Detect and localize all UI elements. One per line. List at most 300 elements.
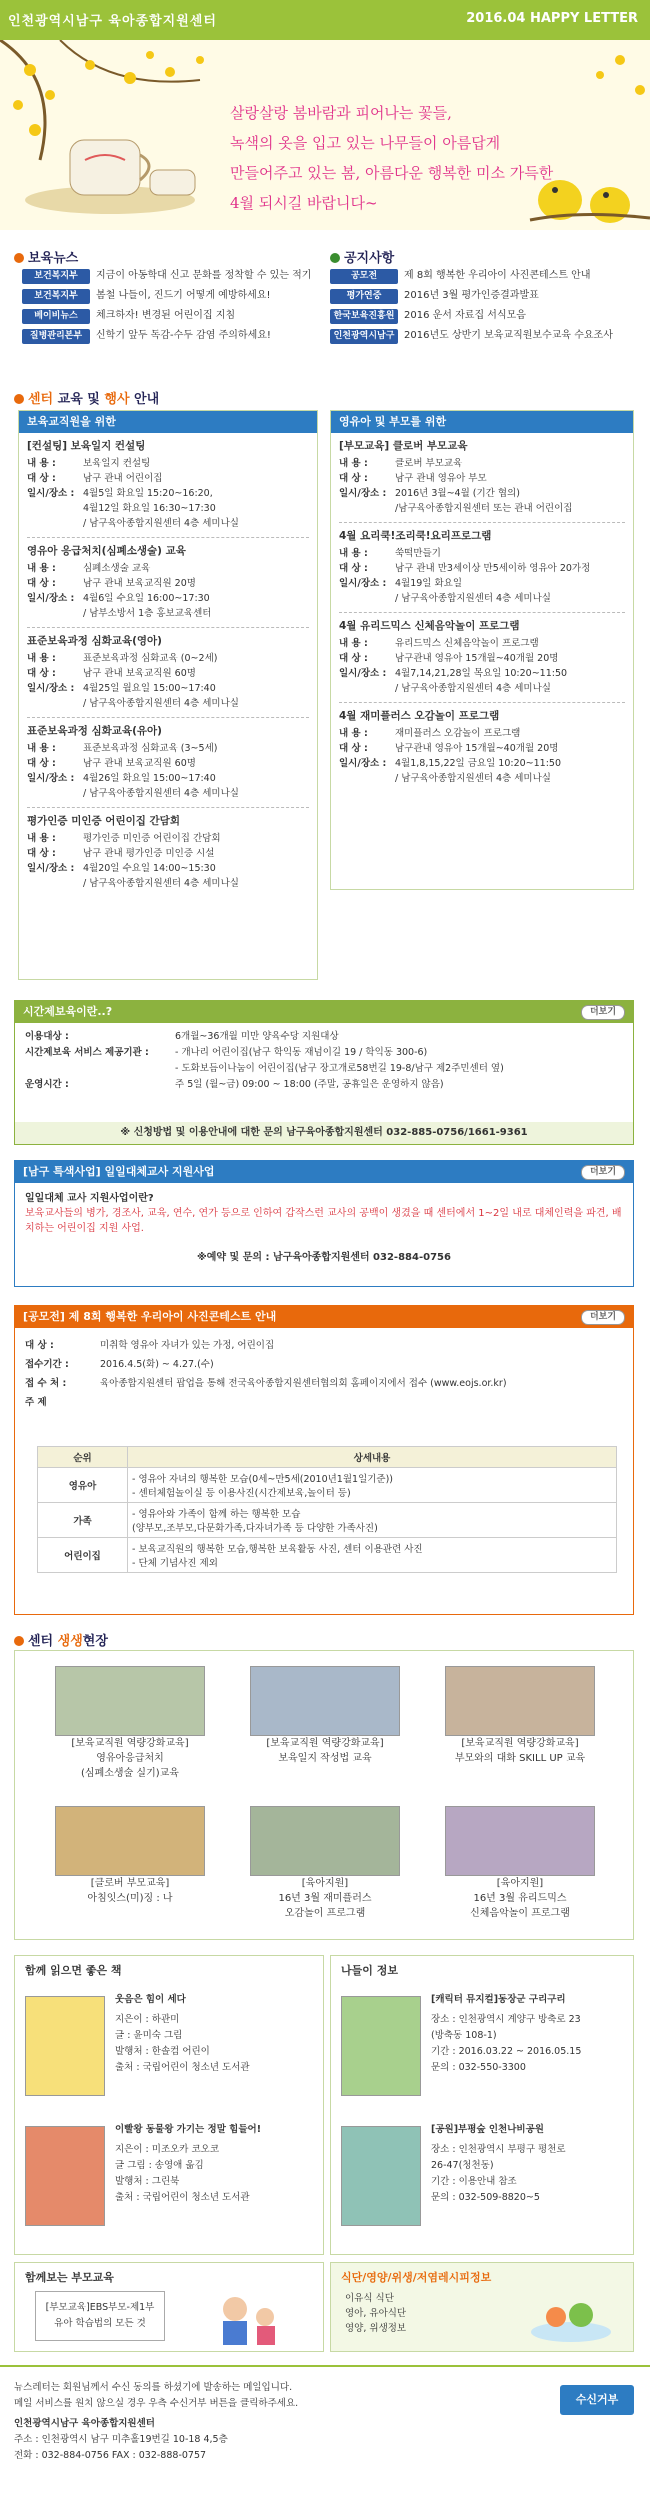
book-meta: 지은이 : 하관미 [115, 2014, 180, 2025]
notice-row[interactable] [330, 266, 645, 286]
program-item [339, 529, 625, 606]
gallery-caption: (심폐소생술 실기)교육 [81, 1768, 179, 1779]
book-meta: 출처 : 국립어린이 청소년 도서관 [115, 2062, 250, 2073]
program-line [27, 576, 309, 591]
meal-title: 식단/영양/위생/저염레시피정보 [341, 2271, 492, 2284]
teacher-title: [남구 특색사업] 일일대체교사 지원사업 [23, 1165, 215, 1178]
issue-label: 2016.04 HAPPY LETTER [466, 11, 638, 26]
staff-program-list [19, 433, 317, 897]
program-line [339, 726, 625, 741]
book-box [14, 1955, 324, 2255]
outing-cover [341, 2126, 421, 2226]
table-row [38, 1503, 617, 1538]
timecare-row [25, 1077, 623, 1093]
outing-item[interactable] [341, 2116, 626, 2236]
program-line-value: 4월7,14,21,28일 목요일 10:20~11:50 [395, 668, 568, 679]
gallery-item[interactable] [55, 1806, 205, 1906]
program-line-label: 대 상 : [339, 653, 368, 664]
parent-edu-title: 함께보는 부모교육 [25, 2271, 114, 2284]
outing-name: [캐릭터 뮤지컬]동장군 구리구리 [431, 1994, 566, 2005]
program-title: 4월 요리쿡!조리쿡!요리프로그램 [339, 530, 492, 542]
program-line-label: 일시/장소 : [27, 863, 75, 874]
notice-tag: 한국보육진흥원 [330, 309, 398, 324]
gallery-caption: 신체음악놀이 프로그램 [470, 1908, 570, 1919]
outing-item[interactable] [341, 1986, 626, 2106]
program-item [27, 634, 309, 711]
outing-text [431, 2122, 626, 2206]
program-line-value: 남구 관내 영유아 부모 [395, 473, 487, 484]
unsubscribe-button[interactable]: 수신거부 [560, 2385, 634, 2415]
table-head: 순위 [38, 1447, 128, 1468]
gallery-photo [250, 1806, 400, 1876]
table-row [38, 1468, 617, 1503]
program-item [339, 439, 625, 516]
program-title: 영유아 응급처치(심폐소생술) 교육 [27, 545, 186, 557]
program-item [27, 814, 309, 891]
program-line-value: 4월26일 화요일 15:00~17:40 [83, 773, 216, 784]
news-heading: 보육뉴스 [14, 247, 78, 266]
program-line [27, 651, 309, 666]
timecare-box [14, 1000, 634, 1145]
scene-gallery [14, 1650, 634, 1940]
gallery-caption: 부모와의 대화 SKILL UP 교육 [454, 1753, 586, 1764]
program-line-label: 대 상 : [27, 848, 56, 859]
program-line-value: / 남구육아종합지원센터 4층 세미나실 [83, 698, 239, 709]
program-line [339, 486, 625, 501]
footer-org: 인천광역시남구 육아종합지원센터 [14, 2418, 155, 2429]
program-line-value: 4월5일 화요일 15:20~16:20, [83, 488, 213, 499]
table-cell-detail [128, 1538, 617, 1573]
contest-head [15, 1306, 633, 1328]
contest-box [14, 1305, 634, 1615]
gallery-caption: 16년 3월 유리드믹스 [473, 1893, 567, 1904]
book-item[interactable] [25, 2116, 310, 2236]
program-line-label: 대 상 : [339, 563, 368, 574]
timecare-title: 시간제보육이란..? [23, 1005, 113, 1018]
timecare-label: 운영시간 : [25, 1079, 69, 1090]
outing-cover [341, 1996, 421, 2096]
poem-line: 만들어주고 있는 봄, 아름다운 행복한 미소 가득한 [230, 164, 554, 182]
outing-meta: 장소 : 인천광역시 계양구 방축로 23 [431, 2014, 581, 2025]
teacher-question: 일일대체 교사 지원사업이란? [25, 1193, 154, 1204]
notice-tag: 인천광역시남구 [330, 329, 398, 344]
program-item [27, 724, 309, 801]
gallery-caption: 보육일지 작성법 교육 [278, 1753, 372, 1764]
outing-meta: 장소 : 인천광역시 부평구 평천로 [431, 2144, 566, 2155]
program-line-label: 내 용 : [27, 743, 56, 754]
parent-edu-box[interactable] [14, 2262, 324, 2352]
news-text: 신학기 앞두 독감-수두 감염 주의하세요! [96, 330, 271, 341]
gallery-item[interactable] [250, 1806, 400, 1921]
meal-line: 영아, 유아식단 [345, 2308, 407, 2319]
meal-line: 영양, 위생정보 [345, 2323, 407, 2334]
contest-label: 대 상 : [25, 1340, 54, 1351]
program-line-label: 대 상 : [27, 758, 56, 769]
book-meta: 글 그림 : 송영애 옮김 [115, 2160, 204, 2171]
notice-row[interactable] [330, 326, 645, 346]
center-programs-heading: 센터 교육 및 행사 안내 [14, 388, 159, 407]
program-line [339, 576, 625, 591]
outing-text [431, 1992, 626, 2076]
program-line [27, 756, 309, 771]
contest-row [25, 1336, 623, 1355]
notice-tag: 평가연중 [330, 289, 398, 304]
timecare-label: 시간제보육 서비스 제공기관 : [25, 1047, 149, 1058]
gallery-caption: 오감놀이 프로그램 [284, 1908, 366, 1919]
timecare-row [25, 1029, 623, 1045]
table-detail-line: - 단체 기념사진 제외 [132, 1558, 218, 1569]
program-line-label: 일시/장소 : [339, 668, 387, 679]
news-tag: 질병관리본부 [22, 329, 90, 344]
program-line-value: 4월6일 수요일 16:00~17:30 [83, 593, 210, 604]
notice-list [330, 266, 645, 346]
center-title: 인천광역시남구 육아종합지원센터 [8, 14, 217, 29]
program-line-value: 남구관내 영유아 15개월~40개월 20명 [395, 653, 559, 664]
meal-line: 이유식 식단 [345, 2293, 394, 2304]
program-line-label: 일시/장소 : [27, 683, 75, 694]
news-text: 지금이 아동학대 신고 문화를 정착할 수 있는 적기 [96, 270, 312, 281]
program-line-value: 4월1,8,15,22일 금요일 10:20~11:50 [395, 758, 562, 769]
book-name: 이빨왕 동물왕 가기는 정말 힘들어! [115, 2124, 262, 2135]
program-line-value: 4월19일 화요일 [395, 578, 463, 589]
timecare-more-button[interactable]: 더보기 [581, 1005, 625, 1020]
program-line [27, 846, 309, 861]
gallery-photo [445, 1666, 595, 1736]
program-line [339, 591, 625, 606]
teacher-more-button[interactable]: 더보기 [581, 1165, 625, 1180]
program-line-label: 내 용 : [339, 458, 368, 469]
outing-meta: 문의 : 032-550-3300 [431, 2062, 526, 2073]
gallery-caption: [보육교직원 역량강화교육] [266, 1738, 384, 1749]
program-title: [컨설팅] 보육일지 컨설팅 [27, 440, 146, 452]
contest-value: 2016.4.5(화) ~ 4.27.(수) [100, 1359, 214, 1370]
parent-edu-line: [부모교육]EBS부모-제1부 [45, 2302, 155, 2313]
program-line-value: /남구육아종합지원센터 또는 관내 어린이집 [395, 503, 573, 514]
book-item[interactable] [25, 1986, 310, 2106]
program-line [27, 666, 309, 681]
program-line [339, 741, 625, 756]
gallery-item[interactable] [55, 1666, 205, 1781]
notice-row[interactable] [330, 306, 645, 326]
table-head: 상세내용 [128, 1447, 617, 1468]
program-item [27, 439, 309, 531]
program-line [339, 666, 625, 681]
program-line-value: / 남구육아종합지원센터 4층 세미나실 [395, 683, 551, 694]
book-meta: 발행처 : 한솔컴 어린이 [115, 2046, 210, 2057]
staff-programs-head: 보육교직원을 위한 [19, 411, 317, 433]
news-tag: 보건복지부 [22, 289, 90, 304]
book-text [115, 1992, 310, 2076]
poem-line: 4월 되시길 바랍니다~ [230, 194, 378, 212]
program-line [339, 636, 625, 651]
scene-heading: 센터 생생현장 [14, 1630, 108, 1649]
program-line [339, 456, 625, 471]
table-cell-category: 영유아 [38, 1468, 128, 1503]
footer-note: 뉴스레터는 회원님께서 수신 동의를 하셨기에 발송하는 메일입니다. [14, 2382, 293, 2393]
program-line [27, 831, 309, 846]
program-line-label: 내 용 : [27, 653, 56, 664]
outing-meta: 26-47(청천동) [431, 2160, 494, 2171]
program-title: 4월 재미플러스 오감놀이 프로그램 [339, 710, 500, 722]
parent-programs-head: 영유아 및 부모를 위한 [331, 411, 633, 433]
gallery-caption: [보육교직원 역량강화교육] [71, 1738, 189, 1749]
program-line-label: 일시/장소 : [339, 758, 387, 769]
outing-meta: 문의 : 032-509-8820~5 [431, 2192, 540, 2203]
parent-program-list [331, 433, 633, 792]
contest-label: 접 수 처 : [25, 1378, 67, 1389]
program-title: [부모교육] 클로버 부모교육 [339, 440, 468, 452]
program-line-value: 남구 관내 평가인증 미인증 시설 [83, 848, 215, 859]
program-line-value: 남구 관내 어린이집 [83, 473, 163, 484]
program-line-value: 클로버 부모교육 [395, 458, 463, 469]
contest-title: [공모전] 제 8회 행복한 우리아이 사진콘테스트 안내 [23, 1310, 277, 1323]
book-title: 함께 읽으면 좋은 책 [25, 1964, 122, 1977]
news-row[interactable] [22, 286, 322, 306]
contest-label: 주 제 [25, 1397, 47, 1408]
table-cell-detail [128, 1503, 617, 1538]
program-title: 4월 유리드믹스 신체음악놀이 프로그램 [339, 620, 520, 632]
program-line-value: 심폐소생술 교육 [83, 563, 151, 574]
contest-info [15, 1328, 633, 1420]
gallery-photo [250, 1666, 400, 1736]
program-line [27, 861, 309, 876]
program-line [339, 546, 625, 561]
program-line-value: 4월25일 월요일 15:00~17:40 [83, 683, 216, 694]
timecare-label: 이용대상 : [25, 1031, 69, 1042]
notice-text: 2016년도 상반기 보육교직원보수교육 수요조사 [404, 330, 613, 341]
poem-line: 녹색의 옷을 입고 있는 나무들이 아름답게 [230, 134, 501, 152]
timecare-row [25, 1045, 623, 1061]
program-line [339, 501, 625, 516]
outing-meta: (방축동 108-1) [431, 2030, 497, 2041]
program-line-value: 남구 관내 만3세이상 만5세이하 영유아 20가정 [395, 563, 591, 574]
program-line-value: 표준보육과정 심화교육 (0~2세) [83, 653, 218, 664]
table-cell-category: 가족 [38, 1503, 128, 1538]
outing-meta: 기간 : 2016.03.22 ~ 2016.05.15 [431, 2046, 582, 2057]
table-cell-category: 어린이집 [38, 1538, 128, 1573]
greeting-poem [230, 98, 630, 218]
meal-box[interactable] [330, 2262, 634, 2352]
notice-tag: 공모전 [330, 269, 398, 284]
program-line-label: 일시/장소 : [27, 593, 75, 604]
program-line-value: 남구 관내 보육교직원 20명 [83, 578, 196, 589]
program-line-value: 유리드믹스 신체음악놀이 프로그램 [395, 638, 539, 649]
program-line-value: 남구 관내 보육교직원 60명 [83, 758, 196, 769]
program-line-value: 2016년 3월~4월 (기간 협의) [395, 488, 520, 499]
timecare-row [25, 1061, 623, 1077]
book-meta: 발행처 : 그린북 [115, 2176, 180, 2187]
footer-info [14, 2380, 534, 2464]
news-row[interactable] [22, 326, 322, 346]
program-title: 표준보육과정 심화교육(유아) [27, 725, 162, 737]
program-line-value: / 남구육아종합지원센터 4층 세미나실 [83, 518, 239, 529]
timecare-info [15, 1023, 633, 1099]
program-line [27, 696, 309, 711]
program-line-value: 보육일지 컨설팅 [83, 458, 151, 469]
program-line [339, 771, 625, 786]
table-detail-line: - 보육교직원의 행복한 모습,행복한 보육활동 사진, 센터 이용관련 사진 [132, 1544, 423, 1555]
gallery-item[interactable] [445, 1806, 595, 1921]
table-cell-detail [128, 1468, 617, 1503]
gallery-caption: [클로버 부모교육] [90, 1878, 170, 1889]
meal-illustration [521, 2287, 621, 2347]
teacher-contact: ※예약 및 문의 : 남구육아종합지원센터 032-884-0756 [197, 1252, 451, 1263]
program-line [27, 876, 309, 891]
program-line [27, 501, 309, 516]
news-list [22, 266, 322, 346]
program-line-value: / 남구육아종합지원센터 4층 세미나실 [83, 878, 239, 889]
gallery-item[interactable] [445, 1666, 595, 1766]
contest-row [25, 1355, 623, 1374]
news-text: 봄철 나들이, 진드기 어떻게 예방하세요! [96, 290, 271, 301]
outing-name: [공원]부평숲 인천나비공원 [431, 2124, 544, 2135]
parent-edu-link[interactable] [35, 2291, 165, 2341]
notice-heading: 공지사항 [330, 247, 394, 266]
gallery-caption: 아침잇스(미)징 : 나 [87, 1893, 173, 1904]
gallery-caption: 16년 3월 재미플러스 [278, 1893, 372, 1904]
program-line-label: 내 용 : [339, 728, 368, 739]
contest-more-button[interactable]: 더보기 [581, 1310, 625, 1325]
program-line [339, 561, 625, 576]
news-tag: 베이비뉴스 [22, 309, 90, 324]
program-line-value: 4월20일 수요일 14:00~15:30 [83, 863, 216, 874]
header-bar [0, 0, 650, 40]
book-cover [25, 1996, 105, 2096]
book-meta: 글 : 윤미숙 그림 [115, 2030, 183, 2041]
program-line [27, 771, 309, 786]
contest-value: 미취학 영유아 자녀가 있는 가정, 어린이집 [100, 1340, 275, 1351]
program-line-value: 남구관내 영유아 15개월~40개월 20명 [395, 743, 559, 754]
outing-meta: 기간 : 이용안내 참조 [431, 2176, 517, 2187]
gallery-caption: [보육교직원 역량강화교육] [461, 1738, 579, 1749]
program-line [339, 651, 625, 666]
notice-row[interactable] [330, 286, 645, 306]
footer-address: 주소 : 인천광역시 남구 미추홀19번길 10-18 4,5층 [14, 2434, 228, 2445]
program-line [27, 456, 309, 471]
staff-programs-box [18, 410, 318, 980]
gallery-photo [445, 1806, 595, 1876]
table-detail-line: - 영유아 자녀의 행복한 모습(0세~만5세(2010년1월1일기준)) [132, 1474, 394, 1485]
gallery-photo [55, 1806, 205, 1876]
program-line [339, 471, 625, 486]
footer-divider [0, 2365, 650, 2367]
program-line-label: 내 용 : [339, 638, 368, 649]
table-detail-line: (양부모,조부모,다문화가족,다자녀가족 등 다양한 가족사진) [132, 1523, 378, 1534]
program-line [27, 591, 309, 606]
program-line-label: 일시/장소 : [27, 488, 75, 499]
gallery-photo [55, 1666, 205, 1736]
program-line [27, 741, 309, 756]
program-line [339, 756, 625, 771]
program-line-label: 대 상 : [339, 743, 368, 754]
program-title: 표준보육과정 심화교육(영아) [27, 635, 162, 647]
notice-text: 2016 운서 자료집 서식모음 [404, 310, 526, 321]
outing-box [330, 1955, 634, 2255]
program-line-label: 일시/장소 : [339, 578, 387, 589]
program-line-label: 내 용 : [27, 458, 56, 469]
contest-label: 접수기간 : [25, 1359, 69, 1370]
program-line-label: 내 용 : [27, 833, 56, 844]
program-line-value: 표준보육과정 심화교육 (3~5세) [83, 743, 218, 754]
contest-value: 육아종합지원센터 팝업을 통해 전국육아종합지원센터협의회 홈페이지에서 접수 (www.eojs.or.kr) [100, 1378, 507, 1389]
news-text: 체크하자! 변경된 어린이집 지침 [96, 310, 236, 321]
timecare-value: 6개월~36개월 미만 양육수당 지원대상 [175, 1031, 339, 1042]
program-line-label: 내 용 : [339, 548, 368, 559]
notice-text: 제 8회 행복한 우리아이 사진콘테스트 안내 [404, 270, 591, 281]
program-line-value: 재미플러스 오감놀이 프로그램 [395, 728, 521, 739]
news-row[interactable] [22, 266, 322, 286]
table-detail-line: - 센터체험놀이실 등 이용사진(시간제보육,놀이터 등) [132, 1488, 351, 1499]
book-cover [25, 2126, 105, 2226]
program-line-value: / 남구육아종합지원센터 4층 세미나실 [395, 773, 551, 784]
program-line-value: / 남구육아종합지원센터 4층 세미나실 [395, 593, 551, 604]
teacher-description: 보육교사들의 병가, 경조사, 교육, 연수, 연가 등으로 인하여 갑작스런 교사의 공백이 생겼을 때 센터에서 1~2일 내로 대체인력을 파견, 배치하는 어린이집 지원 사업. [25, 1208, 622, 1234]
gallery-caption: 영유아응급처치 [96, 1753, 164, 1764]
gallery-caption: [육아지원] [301, 1878, 349, 1889]
news-row[interactable] [22, 306, 322, 326]
banner [0, 40, 650, 230]
program-line [27, 681, 309, 696]
teacher-head [15, 1161, 633, 1183]
program-line [27, 516, 309, 531]
program-item [339, 619, 625, 696]
program-line [27, 606, 309, 621]
table-detail-line: - 영유아와 가족이 함께 하는 행복한 모습 [132, 1509, 301, 1520]
footer-note: 메일 서비스를 원치 않으실 경우 우측 수신거부 버튼을 클릭하주세요. [14, 2398, 299, 2409]
book-meta: 출처 : 국립어린이 청소년 도서관 [115, 2192, 250, 2203]
parent-edu-illustration [205, 2287, 295, 2347]
contest-row [25, 1374, 623, 1393]
program-line-label: 대 상 : [27, 473, 56, 484]
program-line-label: 대 상 : [339, 473, 368, 484]
timecare-value: - 도화보듬이나눔이 어린이집(남구 장고개로58번길 19-8/남구 제2주민센터 옆) [175, 1063, 504, 1074]
program-line-value: 남구 관내 보육교직원 60명 [83, 668, 196, 679]
outing-title: 나들이 정보 [341, 1964, 398, 1977]
book-name: 웃음은 힘이 세다 [115, 1994, 186, 2005]
program-line [27, 486, 309, 501]
book-text [115, 2122, 310, 2206]
table-row [38, 1538, 617, 1573]
program-line [27, 471, 309, 486]
program-line-value: 쑥떡만들기 [395, 548, 441, 559]
program-line-label: 내 용 : [27, 563, 56, 574]
program-line-value: / 남부소방서 1층 홍보교육센터 [83, 608, 212, 619]
teacher-box [14, 1160, 634, 1287]
program-line-label: 대 상 : [27, 668, 56, 679]
program-item [339, 709, 625, 786]
parent-edu-line: 유아 학습법의 모든 것 [54, 2318, 146, 2329]
program-line-value: / 남구육아종합지원센터 4층 세미나실 [83, 788, 239, 799]
poem-line: 살랑살랑 봄바람과 피어나는 꽃들, [230, 104, 452, 122]
news-tag: 보건복지부 [22, 269, 90, 284]
program-line [339, 681, 625, 696]
contest-row [25, 1393, 623, 1412]
program-line-label: 일시/장소 : [27, 773, 75, 784]
gallery-item[interactable] [250, 1666, 400, 1766]
program-title: 평가인증 미인증 어린이집 간담회 [27, 815, 180, 827]
program-line-label: 대 상 : [27, 578, 56, 589]
contest-table [37, 1446, 617, 1573]
book-meta: 지은이 : 미조오카 코오코 [115, 2144, 220, 2155]
timecare-value: 주 5일 (월~금) 09:00 ~ 18:00 (주말, 공휴일은 운영하지 않음) [175, 1079, 444, 1090]
parent-programs-box [330, 410, 634, 890]
timecare-value: - 개나리 어린이집(남구 학익동 재넘이길 19 / 학익동 300-6) [175, 1047, 428, 1058]
program-line-value: 4월12일 화요일 16:30~17:30 [83, 503, 216, 514]
gallery-caption: [육아지원] [496, 1878, 544, 1889]
program-item [27, 544, 309, 621]
timecare-head [15, 1001, 633, 1023]
notice-text: 2016년 3월 평가인증결과발표 [404, 290, 539, 301]
